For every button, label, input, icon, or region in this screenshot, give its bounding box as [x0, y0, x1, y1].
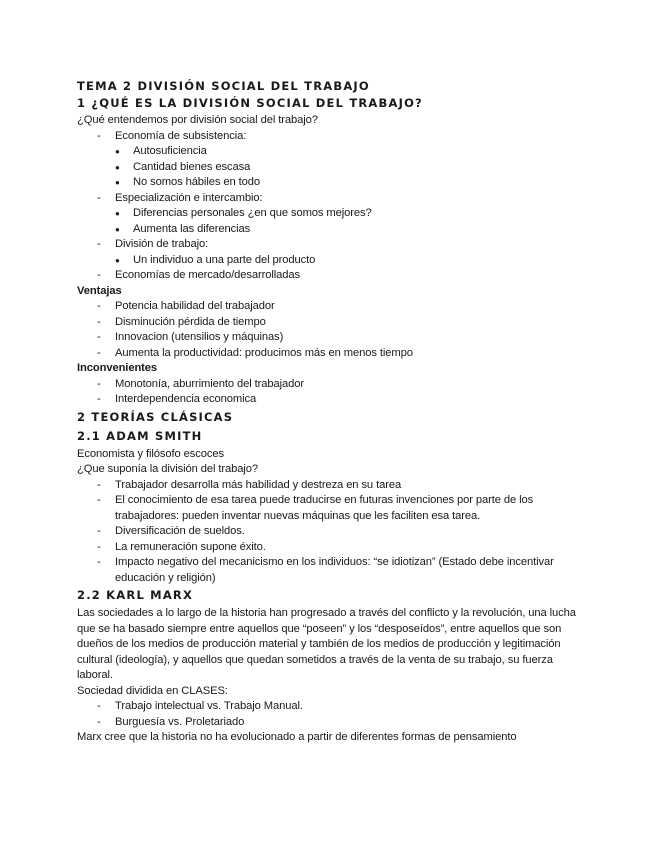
list-item-label: Economía de subsistencia:: [115, 129, 247, 142]
list-item: - Innovacion (utensilios y máquinas): [97, 330, 577, 346]
bullet-item: ● Aumenta las diferencias: [115, 222, 577, 238]
list-item-label: División de trabajo:: [115, 238, 209, 250]
bullet-item: ● Diferencias personales ¿en que somos mejores?: [115, 206, 577, 222]
document-content: [77, 78, 577, 746]
marx-society: Sociedad dividida en CLASES:: [77, 684, 228, 697]
section-1-list: [77, 191, 577, 207]
page-title: TEMA 2 DIVISIÓN SOCIAL DEL TRABAJO: [77, 79, 370, 93]
list-item: - Potencia habilidad del trabajador: [97, 299, 577, 315]
section-1-list: [77, 237, 577, 253]
ventajas-label: Ventajas: [77, 284, 122, 297]
list-item: - Burguesía vs. Proletariado: [97, 715, 577, 731]
list-item: [97, 129, 577, 145]
adam-smith-heading: 2.1 ADAM SMITH: [77, 428, 203, 443]
list-item: - La remuneración supone éxito.: [97, 540, 577, 556]
smith-list: [77, 478, 577, 587]
list-item: [97, 191, 577, 207]
list-item: - Interdependencia economica: [97, 392, 577, 408]
list-item: - Impacto negativo del mecanicismo en los individuos: “se idiotizan” (Estado debe incentivar educación y religión): [97, 555, 577, 586]
subsistence-sublist: [77, 144, 577, 191]
list-item: - Trabajador desarrolla más habilidad y destreza en su tarea: [97, 478, 577, 494]
smith-intro: Economista y filósofo escoces: [77, 447, 224, 460]
list-item: [97, 268, 577, 284]
bullet-item: ● No somos hábiles en todo: [115, 175, 577, 191]
marx-paragraph: Las sociedades a lo largo de la historia han progresado a través del conflicto y la revolución, una lucha que se ha basado siempre entre aquellos que “poseen” y los “desposeídos”, entre aquellos que son dueños de los medios de producción material y también de los medios de producción y legitimación cultural (ideología), y aquellos que quedan sometidos a través de la venta de su trabajo, su fuerza laboral.: [77, 607, 576, 681]
marx-list: [77, 699, 577, 730]
marx-closing: Marx cree que la historia no ha evolucionado a partir de diferentes formas de pensamiento: [77, 731, 517, 743]
list-item-label: Especialización e intercambio:: [115, 191, 263, 204]
karl-marx-heading: 2.2 KARL MARX: [77, 588, 194, 602]
specialization-sublist: [77, 206, 577, 237]
list-item: - Aumenta la productividad: producimos más en menos tiempo: [97, 346, 577, 362]
inconvenientes-label: Inconvenientes: [77, 362, 158, 374]
list-item: - Disminución pérdida de tiempo: [97, 315, 577, 331]
ventajas-list: [77, 299, 577, 361]
section-1-question: ¿Qué entendemos por división social del trabajo?: [77, 114, 318, 126]
section-1-heading: 1 ¿QUÉ ES LA DIVISIÓN SOCIAL DEL TRABAJO?: [77, 96, 423, 110]
division-sublist: [77, 253, 577, 269]
section-1-list: [77, 268, 577, 284]
bullet-item: ● Autosuficiencia: [115, 144, 577, 160]
list-item: - Trabajo intelectual vs. Trabajo Manual.: [97, 699, 577, 715]
smith-question: ¿Que suponía la división del trabajo?: [77, 463, 259, 475]
list-item: - Monotonía, aburrimiento del trabajador: [97, 377, 577, 393]
list-item-label: Economías de mercado/desarrolladas: [115, 269, 301, 281]
list-item: [97, 237, 577, 253]
section-2-heading: 2 TEORÍAS CLÁSICAS: [77, 409, 234, 424]
bullet-item: ● Un individuo a una parte del producto: [115, 253, 577, 269]
list-item: - El conocimiento de esa tarea puede traducirse en futuras invenciones por parte de los trabajadores: pueden inventar nuevas máquinas que les faciliten esa tarea.: [97, 493, 577, 524]
inconvenientes-list: [77, 377, 577, 408]
bullet-item: ● Cantidad bienes escasa: [115, 160, 577, 176]
list-item: - Diversificación de sueldos.: [97, 524, 577, 540]
section-1-list: [77, 129, 577, 145]
